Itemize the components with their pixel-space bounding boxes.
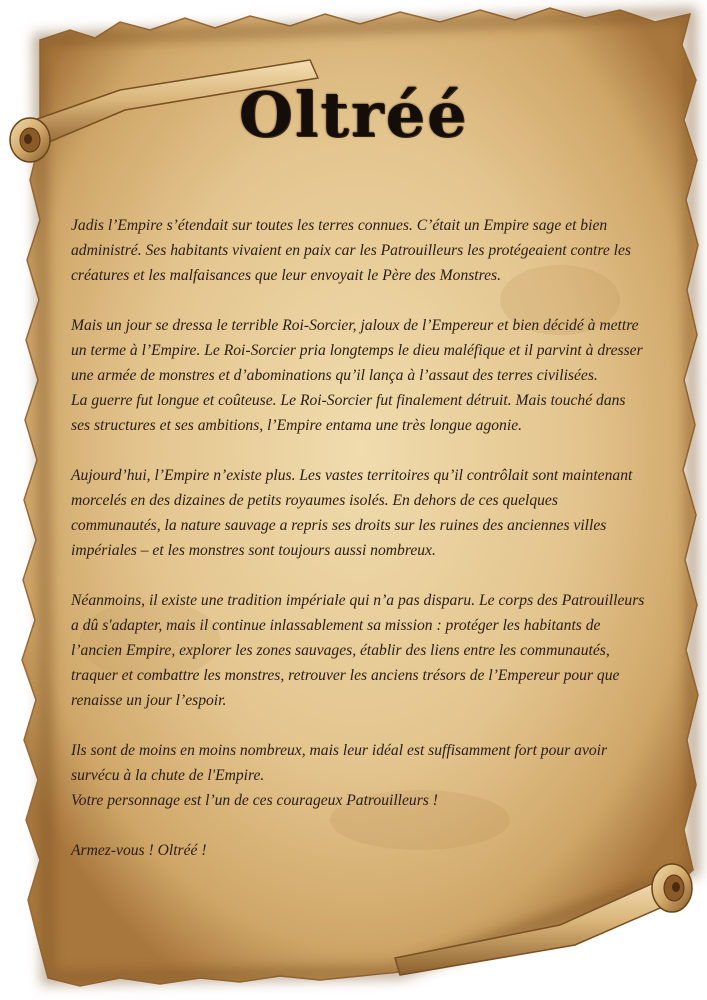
story-text	[71, 213, 646, 863]
paragraph-1: Jadis l’Empire s’étendait sur toutes les terres connues. C’était un Empire sage et bien administré. Ses habitants vivaient en paix car les Patrouilleurs les protégeaient contre les créatures et les malfaisances que leur envoyait le Père des Monstres.	[71, 217, 631, 284]
closing-line: Armez-vous ! Oltréé !	[71, 842, 207, 859]
paragraph-4: Aujourd’hui, l’Empire n’existe plus. Les vastes territoires qu’il contrôlait sont maintenant morcelés en des dizaines de petits royaumes isolés. En dehors de ces quelques communautés, la nature sauvage a repris ses droits sur les ruines des anciennes villes impériales – et les monstres sont toujours aussi nombreux.	[71, 467, 633, 559]
page-title: Oltréé	[238, 78, 469, 151]
paragraph-7: Votre personnage est l’un de ces courageux Patrouilleurs !	[71, 792, 438, 809]
paragraph-6: Ils sont de moins en moins nombreux, mais leur idéal est suffisamment fort pour avoir survécu à la chute de l'Empire.	[71, 742, 608, 784]
paragraph-3: La guerre fut longue et coûteuse. Le Roi-Sorcier fut finalement détruit. Mais touché dans ses structures et ses ambitions, l’Empire entama une très longue agonie.	[71, 392, 626, 434]
paragraph-5: Néanmoins, il existe une tradition impériale qui n’a pas disparu. Le corps des Patrouilleurs a dû s'adapter, mais il continue inlassablement sa mission : protéger les habitants de l’ancien Empire, explorer les zones sauvages, établir des liens entre les communautés, traquer et combattre les monstres, retrouver les anciens trésors de l’Empereur pour que renaisse un jour l’espoir.	[71, 592, 645, 709]
paragraph-2: Mais un jour se dressa le terrible Roi-Sorcier, jaloux de l’Empereur et bien décidé à mettre un terme à l’Empire. Le Roi-Sorcier pria longtemps le dieu maléfique et il parvint à dresser une armée de monstres et d’abominations qu’il lança à l’assaut des terres civilisées.	[71, 317, 643, 384]
